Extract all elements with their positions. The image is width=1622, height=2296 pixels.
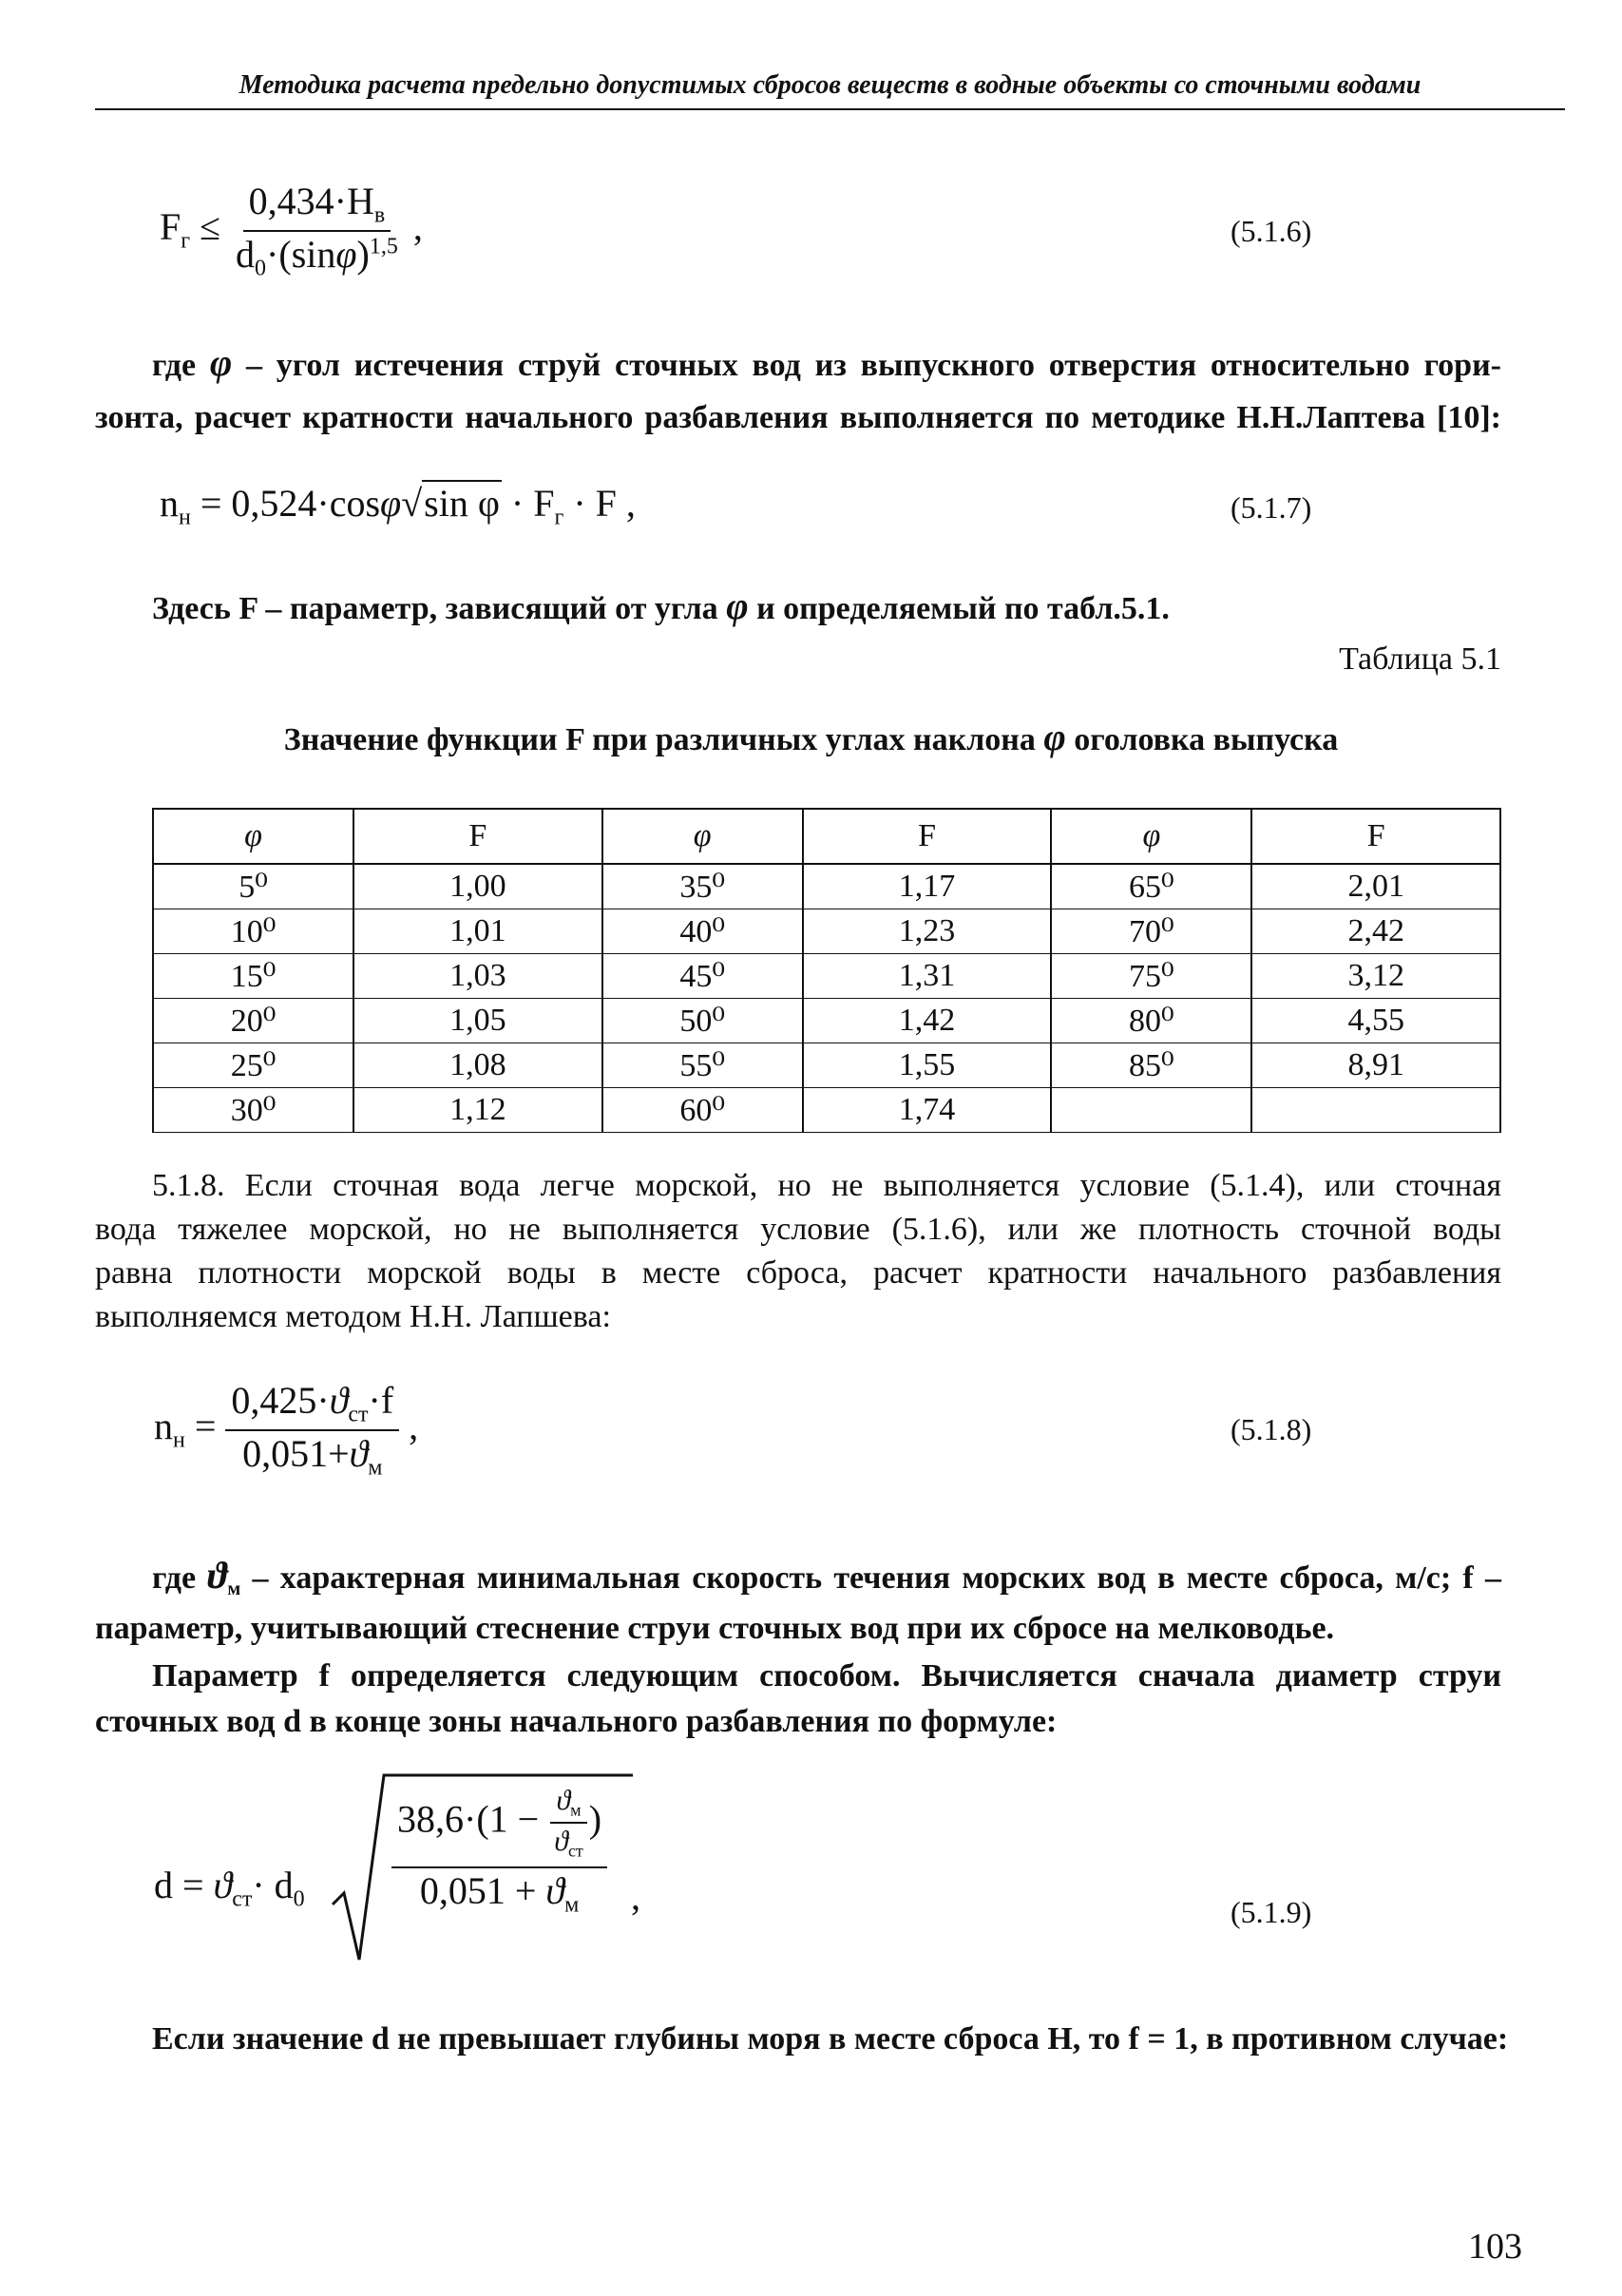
equation-number-5-1-6: (5.1.6): [1231, 214, 1312, 248]
table-cell: 50⁰: [602, 999, 803, 1043]
table-cell: 30⁰: [153, 1088, 353, 1133]
table-cell: 5⁰: [153, 864, 353, 909]
table-cell: 3,12: [1251, 954, 1500, 999]
table-cell: 1,23: [803, 909, 1052, 954]
table-cell: 25⁰: [153, 1043, 353, 1088]
equation-5-1-7: $n_н = 0,524\cdot\cos\varphi√\sin$ $\varphi \cdot F_г \cdot F$ ,: [160, 482, 636, 530]
table-cell: 1,17: [803, 864, 1052, 909]
paragraph-5-1-8-line3: равна плотности морской воды в месте сброса, расчет кратности начального разбавления: [95, 1255, 1501, 1291]
table-label: Таблица 5.1: [1339, 641, 1501, 677]
paragraph-if-d: Если значение d не превышает глубины моря в месте сброса H, то f = 1, в противном случае:: [152, 2021, 1509, 2057]
equation-5-1-9-radicand: [391, 1785, 607, 1918]
paragraph-where-v-m-line2: параметр, учитывающий стеснение струи сточных вод при их сбросе на мелководье.: [95, 1611, 1335, 1646]
table-cell: 60⁰: [602, 1088, 803, 1133]
table-header-cell: φ: [1051, 809, 1251, 864]
table-row: [153, 1088, 1500, 1133]
table-cell: 4,55: [1251, 999, 1500, 1043]
table-cell: 2,42: [1251, 909, 1500, 954]
table-header-row: [153, 809, 1500, 864]
table-cell: 8,91: [1251, 1043, 1500, 1088]
table-cell: 40⁰: [602, 909, 803, 954]
table-cell: 1,01: [353, 909, 602, 954]
table-cell: 1,42: [803, 999, 1052, 1043]
table-row: [153, 864, 1500, 909]
phi-symbol: φ: [1043, 716, 1066, 758]
phi-symbol: φ: [209, 341, 233, 384]
table-cell: 1,03: [353, 954, 602, 999]
fraction: $\frac{0,425\cdot ϑ_{ст}\cdot f}{0,051+ϑ_м}$: [225, 1380, 399, 1481]
table-cell: 65⁰: [1051, 864, 1251, 909]
paragraph-parameter-f-method-line2: сточных вод d в конце зоны начального разбавления по формуле:: [95, 1704, 1058, 1739]
equation-number-5-1-9: (5.1.9): [1231, 1895, 1312, 1929]
paragraph-where-phi-line2: зонта, расчет кратности начального разбавления выполняется по методике Н.Н.Лаптева [10]:: [95, 400, 1501, 435]
paragraph-parameter-f-method: Параметр f определяется следующим способом. Вычисляется сначала диаметр струи: [152, 1658, 1501, 1693]
table-cell: [1251, 1088, 1500, 1133]
table-header-cell: φ: [153, 809, 353, 864]
fraction: $\frac{0,434\cdot H_в}{d_0\cdot(\sin\varphi)^{1,5}}$: [236, 180, 398, 281]
table-cell: 10⁰: [153, 909, 353, 954]
table-cell: 1,08: [353, 1043, 602, 1088]
table-cell: 80⁰: [1051, 999, 1251, 1043]
table-cell: 55⁰: [602, 1043, 803, 1088]
table-header-cell: F: [803, 809, 1052, 864]
running-header: Методика расчета предельно допустимых сбросов веществ в водные объекты со сточными водами: [95, 70, 1565, 110]
fraction: 38,6·(1 − $\frac{ϑ_м}{ϑ_{ст}}$ ) $0,051 + ϑ_м$: [391, 1785, 607, 1918]
table-header-cell: φ: [602, 809, 803, 864]
equation-5-1-8: $n_н$ = $\frac{0,425\cdot ϑ_{ст}\cdot f}{0,051+ϑ_м}$ ,: [154, 1379, 419, 1481]
function-f-table: [152, 808, 1501, 1133]
table-row: [153, 909, 1500, 954]
page-number: 103: [1468, 2227, 1522, 2267]
table-cell: 15⁰: [153, 954, 353, 999]
phi-symbol: φ: [726, 584, 749, 627]
paragraph-5-1-8-line2: вода тяжелее морской, но не выполняется условие (5.1.6), или же плотность сточной воды: [95, 1212, 1501, 1247]
table-cell: 1,00: [353, 864, 602, 909]
equation-5-1-9-tail: ,: [631, 1875, 640, 1918]
table-row: [153, 954, 1500, 999]
table-cell: 75⁰: [1051, 954, 1251, 999]
table-cell: 85⁰: [1051, 1043, 1251, 1088]
paragraph-parameter-f: Здесь F – параметр, зависящий от угла φ и определяемый по табл.5.1.: [152, 584, 1170, 627]
table-row: [153, 999, 1500, 1043]
velocity-symbol: ϑ: [207, 1554, 228, 1597]
inner-fraction: $\frac{ϑ_м}{ϑ_{ст}}$: [548, 1785, 589, 1861]
table-cell: 2,01: [1251, 864, 1500, 909]
equation-5-1-9: $d = ϑ_{ст}\cdot d_0$: [154, 1864, 305, 1912]
table-caption: Значение функции F при различных углах наклона φ оголовка выпуска: [283, 716, 1339, 758]
paragraph-5-1-8-line4: выполняемся методом Н.Н. Лапшева:: [95, 1299, 611, 1334]
table-header-cell: F: [353, 809, 602, 864]
table-cell: 1,74: [803, 1088, 1052, 1133]
table-cell: 70⁰: [1051, 909, 1251, 954]
table-header-cell: F: [1251, 809, 1500, 864]
table-row: [153, 1043, 1500, 1088]
equation-number-5-1-7: (5.1.7): [1231, 490, 1312, 525]
paragraph-where-phi: где φ – угол истечения струй сточных вод из выпускного отверстия относительно гори-: [152, 341, 1501, 384]
paragraph-5-1-8-line1: 5.1.8. Если сточная вода легче морской, но не выполняется условие (5.1.4), или сточная: [152, 1168, 1501, 1203]
equation-5-1-6: $F_г$ ≤ $\frac{0,434\cdot H_в}{d_0\cdot(\sin\varphi)^{1,5}}$ ,: [160, 180, 423, 281]
table-cell: 35⁰: [602, 864, 803, 909]
table-cell: 1,12: [353, 1088, 602, 1133]
table-cell: 1,55: [803, 1043, 1052, 1088]
equation-number-5-1-8: (5.1.8): [1231, 1412, 1312, 1446]
table-cell: 20⁰: [153, 999, 353, 1043]
table-cell: 1,31: [803, 954, 1052, 999]
table-cell: 45⁰: [602, 954, 803, 999]
table-cell: 1,05: [353, 999, 602, 1043]
table-cell: [1051, 1088, 1251, 1133]
paragraph-where-v-m: где $ϑ_м$ – характерная минимальная скорость течения морских вод в месте сброса, м/с; f –: [152, 1554, 1502, 1600]
